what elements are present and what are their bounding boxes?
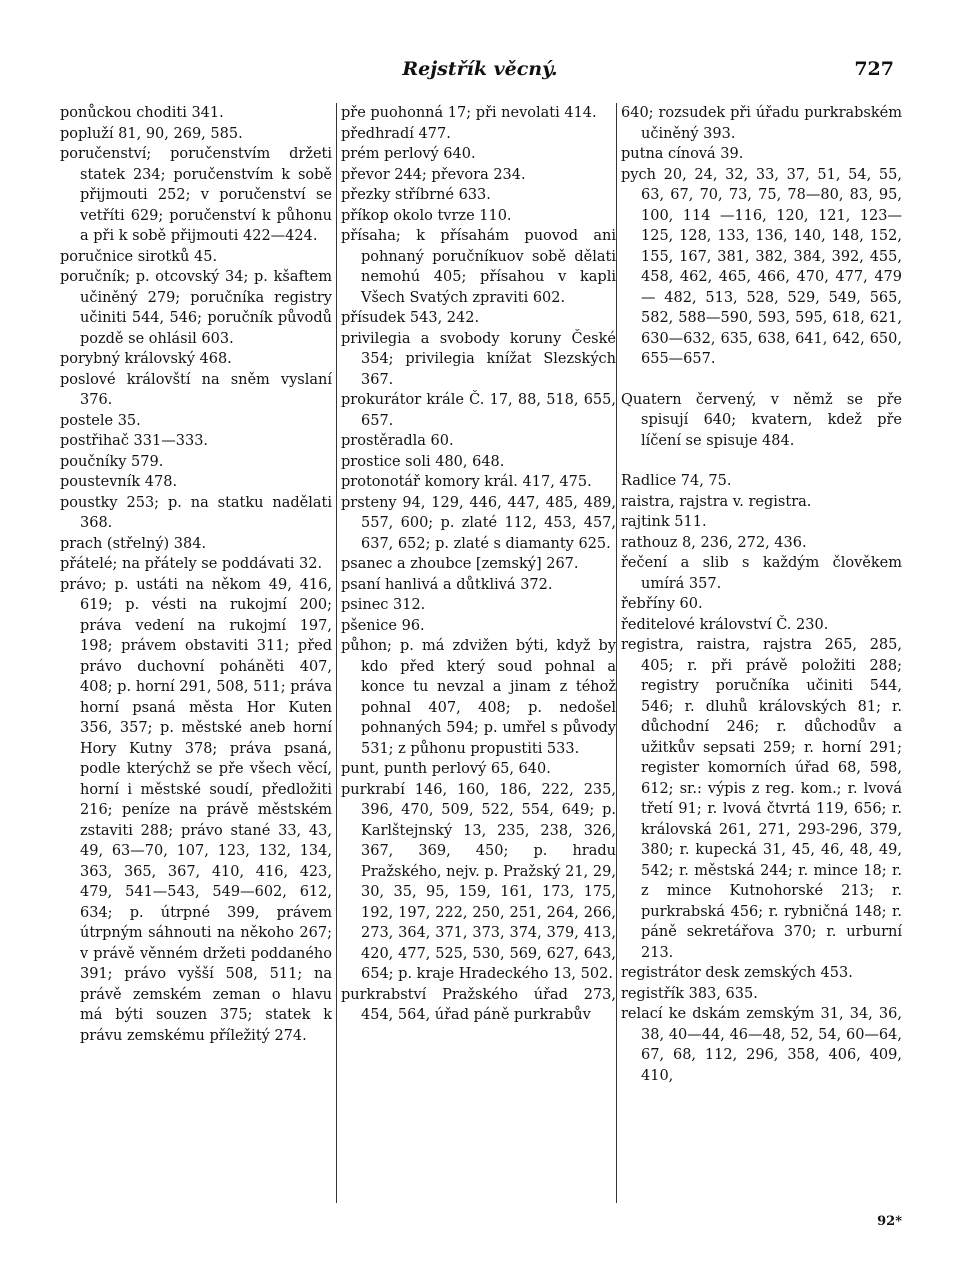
index-entry: předhradí 477. [341, 125, 451, 142]
index-entry: registra, raistra, rajstra 265, 285, 405; r. při právě položiti 288; registry poručníka učiniti 544, 546; r. dluhů královských 81; r. důchodní 246; r. důchodův a užitkův sepsati 259; r. horní 291; register komorních úřad 68, 598, 612; sr.: výpis z reg. kom.; r. lvová třetí 91; r. lvová čtvrtá 119, 656; r. královská 261, 271, 293-296, 379, 380; r. kupecká 31, 45, 46, 48, 49, 542; r. městská 244; r. mince 18; r. z mince Kutnohorské 213; r. purkrabská 456; r. rybničná 148; r. páně sekretářova 370; r. urburní 213. [621, 637, 902, 961]
index-entry: prostěradla 60. [341, 433, 454, 449]
column-divider [616, 103, 617, 1203]
index-entry: půhon; p. má zdvižen býti, když by kdo před který soud pohnal a konce tu nevzal a jinam z téhož pohnal 407, 408; p. nedošel pohnaných 594; p. umřel s původy 531; z půhonu propustiti 533. [341, 638, 616, 757]
index-columns [60, 103, 902, 1213]
index-entry: prém perlový 640. [341, 146, 476, 162]
index-entry: psaní hanlivá a důtklivá 372. [341, 576, 553, 593]
index-entry: poustky 253; p. na statku nadělati 368. [60, 494, 332, 531]
index-entry: protonotář komory král. 417, 475. [341, 474, 592, 490]
index-entry: řečení a slib s každým člověkem umírá 357. [621, 555, 902, 592]
index-entry: registrátor desk zemských 453. [621, 965, 853, 981]
index-entry: raistra, rajstra v. registra. [621, 493, 812, 510]
index-entry: popluží 81, 90, 269, 585. [60, 125, 243, 142]
index-entry: postřihač 331—333. [60, 433, 209, 449]
index-column-1 [60, 103, 332, 1203]
page-header [60, 54, 900, 84]
index-entry: registřík 383, 635. [621, 985, 758, 1002]
index-entry: přísaha; k přísahám puovod ani pohnaný poručníkuov sobě dělati nemohú 405; přísahou v kapli Všech Svatých zpraviti 602. [341, 228, 616, 306]
index-entry: relací ke dskám zemským 31, 34, 36, 38, 40—44, 46—48, 52, 54, 60—64, 67, 68, 112, 296, 358, 406, 409, 410, [621, 1006, 902, 1084]
index-entry: pych 20, 24, 32, 33, 37, 51, 54, 55, 63, 67, 70, 73, 75, 78—80, 83, 95, 100, 114 —116, 120, 121, 123—125, 128, 133, 136, 140, 148, 152, 155, 167, 381, 382, 384, 392, 455, 458, 462, 465, 466, 470, 477, 479— 482, 513, 528, 529, 549, 565, 582, 588—590, 593, 595, 618, 621, 630—632, 635, 638, 641, 642, 650, 655—657. [621, 166, 902, 367]
index-entry: purkrabí 146, 160, 186, 222, 235, 396, 470, 509, 522, 554, 649; p. Karlštejnský 13, 235, 238, 326, 367, 369, 450; p. hradu Pražského, nejv. p. Pražský 21, 29, 30, 35, 95, 159, 161, 173, 175, 192, 197, 222, 250, 251, 264, 266, 273, 364, 371, 373, 374, 379, 413, 420, 477, 525, 530, 569, 627, 643, 654; p. kraje Hradeckého 13, 502. [341, 781, 616, 982]
index-entry: rajtink 511. [621, 514, 707, 530]
index-entry: prostice soli 480, 648. [341, 453, 505, 470]
index-column-3 [621, 103, 902, 1203]
page-number: 727 [854, 58, 894, 80]
index-entry: poručnice sirotků 45. [60, 248, 218, 265]
index-entry: prokurátor krále Č. 17, 88, 518, 655, 657. [341, 392, 616, 429]
index-entry: poručenství; poručenstvím držeti statek 234; poručenstvím k sobě přijmouti 252; v poručenství se vetříti 629; poručenství k půhonu a při k sobě přijmouti 422—424. [60, 146, 332, 244]
index-entry: psanec a zhoubce [zemský] 267. [341, 556, 579, 572]
index-entry: příkop okolo tvrze 110. [341, 207, 512, 224]
index-entry: Quatern červený, v němž se pře spisují 640; kvatern, kdež pře líčení se spisuje 484. [621, 391, 902, 449]
index-entry: rathouz 8, 236, 272, 436. [621, 534, 807, 551]
printer-signature: 92* [877, 1214, 902, 1229]
index-entry [621, 370, 902, 390]
index-entry: 640; rozsudek při úřadu purkrabském učiněný 393. [621, 105, 902, 142]
index-entry: poručník; p. otcovský 34; p. kšaftem učiněný 279; poručníka registry učiniti 544, 546; poručník původů pozdě se ohlásil 603. [60, 269, 332, 347]
index-entry: punt, punth perlový 65, 640. [341, 761, 551, 777]
index-entry: přísudek 543, 242. [341, 310, 480, 326]
index-entry: pšenice 96. [341, 617, 425, 634]
index-entry: ředitelové království Č. 230. [621, 616, 829, 633]
index-entry: prsteny 94, 129, 446, 447, 485, 489, 557, 600; p. zlaté 112, 453, 457, 637, 652; p. zlaté s diamanty 625. [341, 494, 616, 552]
index-entry: privilegia a svobody koruny České 354; privilegia knížat Slezských 367. [341, 330, 616, 388]
index-entry: prach (střelný) 384. [60, 535, 207, 552]
index-entry: přátelé; na přátely se poddávati 32. [60, 556, 323, 572]
index-entry: porybný královský 468. [60, 351, 232, 367]
index-entry: poučníky 579. [60, 453, 164, 470]
index-entry: poustevník 478. [60, 474, 178, 490]
index-entry: purkrabství Pražského úřad 273, 454, 564, úřad páně purkrabův [341, 986, 616, 1023]
index-entry: pře puohonná 17; při nevolati 414. [341, 105, 597, 121]
running-title: Rejstřík věcný. [402, 58, 558, 80]
index-entry: převor 244; převora 234. [341, 166, 526, 183]
index-column-2 [341, 103, 616, 1203]
index-entry [621, 451, 902, 471]
index-entry: řebříny 60. [621, 596, 703, 612]
index-entry: přezky stříbrné 633. [341, 187, 491, 203]
index-entry: poslové královští na sněm vyslaní 376. [60, 371, 332, 408]
index-entry: postele 35. [60, 412, 141, 429]
index-entry: právo; p. ustáti na někom 49, 416, 619; p. vésti na rukojmí 200; práva vedení na rukojmí 197, 198; právem obstaviti 311; před právo duchovní poháněti 407, 408; p. horní 291, 508, 511; práva horní psaná města Hor Kuten 356, 357; p. městské aneb horní Hory Kutny 378; práva psaná, podle kterýchž se pře všech věcí, horní i městské soudí, předložiti 216; peníze na právě městském zstaviti 288; právo stané 33, 43, 49, 63—70, 107, 123, 132, 134, 363, 365, 367, 410, 416, 423, 479, 541—543, 549—602, 612, 634; p. útrpné 399, právem útrpným sáhnouti na někoho 267; v právě věnném držeti poddaného 391; právo vyšší 508, 511; na právě zemském zeman o hlavu má býti souzen 375; statek k právu zemskému příležitý 274. [60, 576, 332, 1044]
column-divider [336, 103, 337, 1203]
index-entry: ponůckou choditi 341. [60, 105, 224, 121]
index-entry: Radlice 74, 75. [621, 473, 732, 489]
index-entry: putna cínová 39. [621, 146, 744, 162]
index-entry: psinec 312. [341, 597, 426, 613]
